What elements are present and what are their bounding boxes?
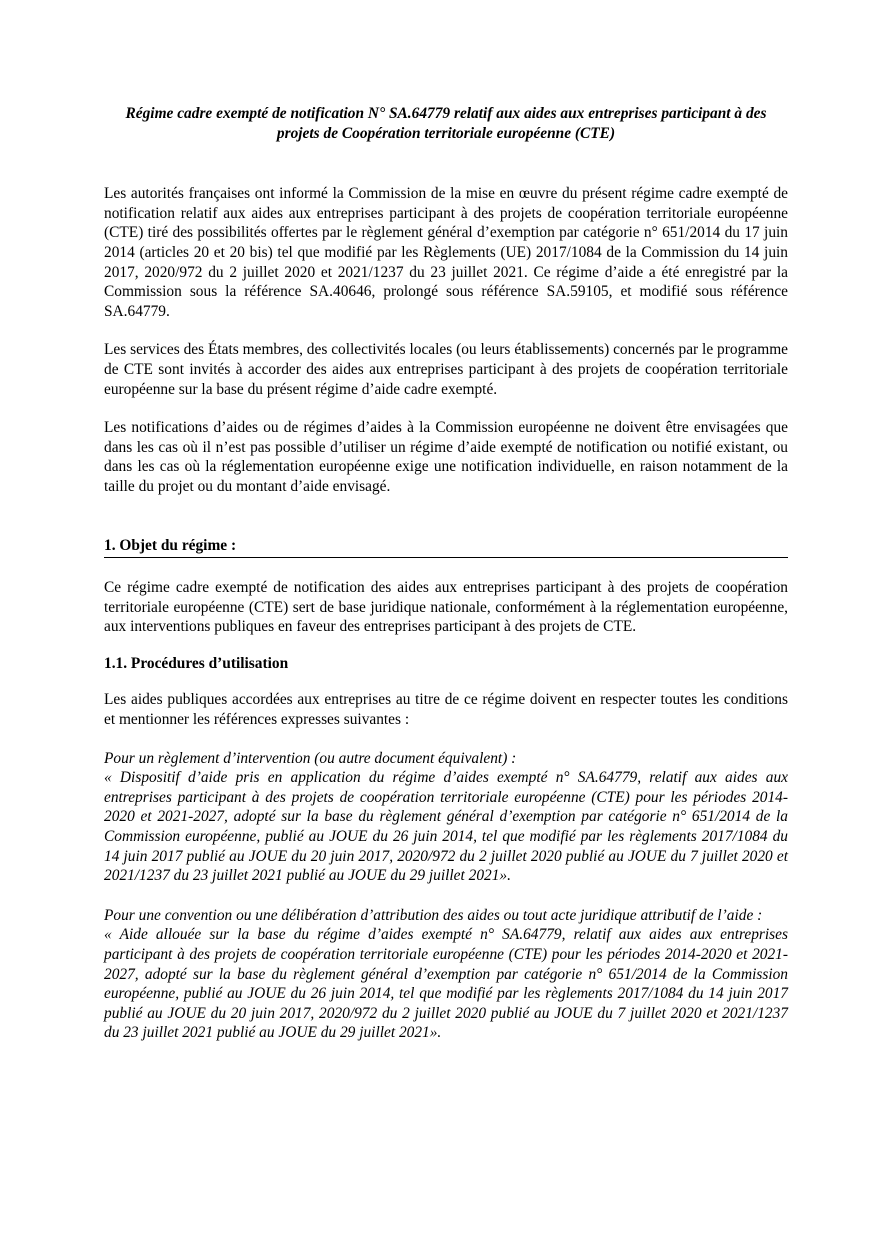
procedures-intro: Les aides publiques accordées aux entreprises au titre de ce régime doivent en respecter toutes les conditions et mentionner les références expresses suivantes :: [104, 691, 788, 729]
intro-paragraph-3: Les notifications d’aides ou de régimes d’aides à la Commission européenne ne doivent être envisagées que dans les cas où il n’est pas possible d’utiliser un régime d’aide exempté de notification ou notifié existant, ou dans les cas où la réglementation européenne exige une notification individuelle, en raison notamment de la taille du projet ou du montant d’aide envisagé.: [104, 419, 788, 495]
intro-paragraph-1: Les autorités françaises ont informé la Commission de la mise en œuvre du présent régime cadre exempté de notification relatif aux aides aux entreprises participant à des projets de coopération territoriale européenne (CTE) tiré des possibilités offertes par le règlement général d’exemption par catégorie n° 651/2014 du 17 juin 2014 (articles 20 et 20 bis) tel que modifié par les Règlements (UE) 2017/1084 de la Commission du 14 juin 2017, 2020/972 du 2 juillet 2020 et 2021/1237 du 23 juillet 2021. Ce régime d’aide a été enregistré par la Commission sous la référence SA.40646, prolongé sous référence SA.59105, et modifié sous référence SA.64779.: [104, 185, 788, 320]
section-heading-objet: 1. Objet du régime :: [104, 536, 788, 559]
convention-label: Pour une convention ou une délibération d’attribution des aides ou tout acte juridique attributif de l’aide :: [104, 906, 763, 924]
document-title: Régime cadre exempté de notification N° SA.64779 relatif aux aides aux entreprises participant à des projets de Coopération territoriale européenne (CTE): [125, 105, 767, 142]
reglement-quote: « Dispositif d’aide pris en application du régime d’aides exempté n° SA.64779, relatif aux aides aux entreprises participant à des projets de coopération territoriale européenne (CTE) pour les périodes 2014-2020 et 2021-2027, adopté sur la base du règlement général d’exemption par catégorie n° 651/2014 de la Commission européenne, publié au JOUE du 26 juin 2014, tel que modifié par les règlements 2017/1084 du 14 juin 2017 publié au JOUE du 20 juin 2017, 2020/972 du 2 juillet 2020 publié au JOUE du 7 juillet 2020 et 2021/1237 du 23 juillet 2021 publié au JOUE du 29 juillet 2021».: [104, 769, 788, 885]
document-body: [104, 104, 788, 1043]
section-objet-text: Ce régime cadre exempté de notification des aides aux entreprises participant à des projets de coopération territoriale européenne (CTE) sert de base juridique nationale, conformément à la réglementation européenne, aux interventions publiques en faveur des entreprises participant à des projets de CTE.: [104, 579, 788, 636]
subsection-heading-procedures: 1.1. Procédures d’utilisation: [104, 654, 289, 672]
reglement-label: Pour un règlement d’intervention (ou autre document équivalent) :: [104, 749, 517, 767]
intro-paragraph-2: Les services des États membres, des collectivités locales (ou leurs établissements) concernés par le programme de CTE sont invités à accorder des aides aux entreprises participant à des projets de coopération territoriale européenne sur la base du présent régime d’aide cadre exempté.: [104, 341, 788, 398]
convention-quote: « Aide allouée sur la base du régime d’aides exempté n° SA.64779, relatif aux aides aux entreprises participant à des projets de coopération territoriale européenne (CTE) pour les périodes 2014-2020 et 2021-2027, adopté sur la base du règlement général d’exemption par catégorie n° 651/2014 de la Commission européenne, publié au JOUE du 26 juin 2014, tel que modifié par les règlements 2017/1084 du 14 juin 2017 publié au JOUE du 20 juin 2017, 2020/972 du 2 juillet 2020 publié au JOUE du 7 juillet 2020 et 2021/1237 du 23 juillet 2021 publié au JOUE du 29 juillet 2021».: [104, 926, 788, 1042]
